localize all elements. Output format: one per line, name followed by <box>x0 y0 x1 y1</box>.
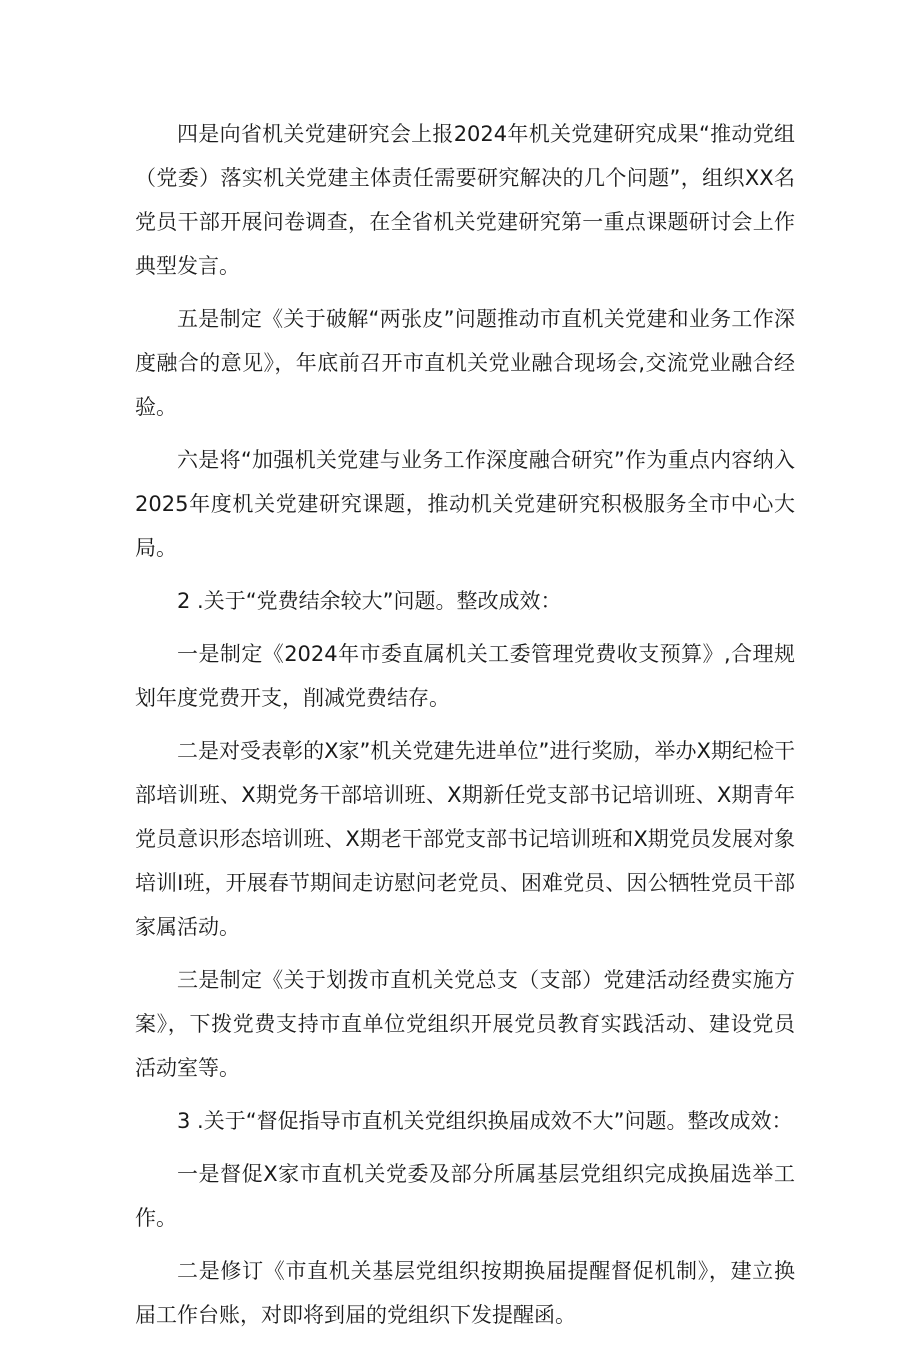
paragraph-election-completion: 一是督促X家市直机关党委及部分所属基层党组织完成换届选举工作。 <box>135 1162 795 1230</box>
paragraph-activity-funds: 三是制定《关于划拨市直机关党总支（支部）党建活动经费实施方案》，下拨党费支持市直单位党组织开展党员教育实践活动、建设党员活动室等。 <box>135 968 795 1080</box>
paragraph-item-6-research-topic: 六是将“加强机关党建与业务工作深度融合研究”作为重点内容纳入2025年度机关党建研究课题，推动机关党建研究积极服务全市中心大局。 <box>135 448 795 560</box>
section-heading-party-fee-surplus: 2 .关于“党费结余较大”问题。整改成效： <box>177 589 562 613</box>
paragraph-rewards-training: 二是对受表彰的X家”机关党建先进单位”进行奖励，举办X期纪检干部培训班、X期党务干部培训班、X期新任党支部书记培训班、X期青年党员意识形态培训班、X期老干部党支部书记培训班和X期党员发展对象培训I班，开展春节期间走访慰问老党员、困难党员、因公牺牲党员干部家属活动。 <box>135 739 795 939</box>
paragraph-reminder-mechanism: 二是修订《市直机关基层党组织按期换届提醒督促机制》，建立换届工作台账，对即将到届的党组织下发提醒函。 <box>135 1259 795 1327</box>
paragraph-fee-budget: 一是制定《2024年市委直属机关工委管理党费收支预算》,合理规划年度党费开支，削减党费结存。 <box>135 642 795 710</box>
paragraph-item-4-research-report: 四是向省机关党建研究会上报2024年机关党建研究成果“推动党组（党委）落实机关党建主体责任需要研究解决的几个问题”，组织XX名党员干部开展问卷调查，在全省机关党建研究第一重点课题研讨会上作典型发言。 <box>135 122 795 278</box>
section-heading-election-supervision: 3 .关于“督促指导市直机关党组织换届成效不大”问题。整改成效： <box>177 1109 793 1133</box>
paragraph-item-5-integration-opinion: 五是制定《关于破解“两张皮”问题推动市直机关党建和业务工作深度融合的意见》，年底前召开市直机关党业融合现场会,交流党业融合经验。 <box>135 307 795 419</box>
document-body <box>135 112 795 1346</box>
